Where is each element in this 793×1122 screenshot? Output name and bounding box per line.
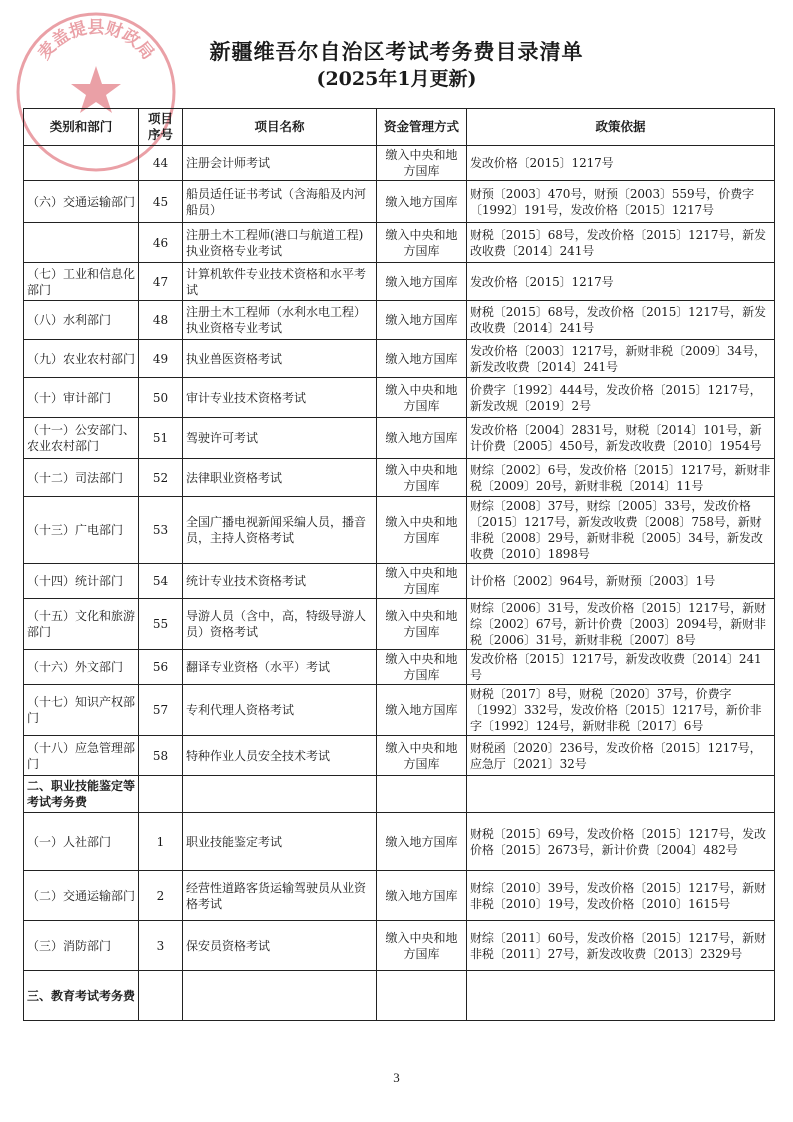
- table-row: [24, 301, 775, 340]
- policy-basis-cell: 发改价格〔2015〕1217号，新发改收费〔2014〕241号: [467, 650, 775, 685]
- category-cell: [24, 146, 139, 181]
- item-no-cell: 52: [139, 459, 183, 497]
- category-cell: 二、职业技能鉴定等考试考务费: [24, 776, 139, 813]
- item-name-cell: 特种作业人员安全技术考试: [183, 736, 377, 776]
- fund-management-cell: 缴入地方国库: [377, 418, 467, 459]
- fund-management-cell: 缴入地方国库: [377, 263, 467, 301]
- policy-basis-cell: 财综〔2010〕39号，发改价格〔2015〕1217号，新财非税〔2010〕19号，发改价格〔2010〕1615号: [467, 871, 775, 921]
- item-no-cell: 2: [139, 871, 183, 921]
- header-category: 类别和部门: [24, 109, 139, 146]
- category-cell: 三、教育考试考务费: [24, 971, 139, 1021]
- item-no-cell: 54: [139, 564, 183, 599]
- document-subtitle: (2025年1月更新): [316, 68, 477, 90]
- item-no-cell: 44: [139, 146, 183, 181]
- category-cell: （一）人社部门: [24, 813, 139, 871]
- category-cell: （十）审计部门: [24, 378, 139, 418]
- item-name-cell: [183, 971, 377, 1021]
- item-no-cell: 46: [139, 223, 183, 263]
- item-name-cell: 执业兽医资格考试: [183, 340, 377, 378]
- item-no-cell: 3: [139, 921, 183, 971]
- table-row: [24, 340, 775, 378]
- item-name-cell: 全国广播电视新闻采编人员，播音员，主持人资格考试: [183, 497, 377, 564]
- item-name-cell: [183, 776, 377, 813]
- fee-catalog-table: [23, 108, 775, 1021]
- policy-basis-cell: [467, 971, 775, 1021]
- item-name-cell: 翻译专业资格（水平）考试: [183, 650, 377, 685]
- item-no-cell: 1: [139, 813, 183, 871]
- item-name-cell: 驾驶许可考试: [183, 418, 377, 459]
- item-name-cell: 统计专业技术资格考试: [183, 564, 377, 599]
- category-cell: （十三）广电部门: [24, 497, 139, 564]
- policy-basis-cell: 财综〔2002〕6号，发改价格〔2015〕1217号，新财非税〔2009〕20号，新财非税〔2014〕11号: [467, 459, 775, 497]
- policy-basis-cell: 财税〔2015〕68号，发改价格〔2015〕1217号，新发改收费〔2014〕241号: [467, 223, 775, 263]
- item-name-cell: 法律职业资格考试: [183, 459, 377, 497]
- item-no-cell: 47: [139, 263, 183, 301]
- table-row: [24, 685, 775, 736]
- table-row: [24, 564, 775, 599]
- policy-basis-cell: 财税〔2015〕68号，发改价格〔2015〕1217号，新发改收费〔2014〕241号: [467, 301, 775, 340]
- item-no-cell: [139, 776, 183, 813]
- category-cell: （十二）司法部门: [24, 459, 139, 497]
- table-row: [24, 736, 775, 776]
- item-no-cell: 49: [139, 340, 183, 378]
- fund-management-cell: 缴入地方国库: [377, 685, 467, 736]
- category-cell: （十一）公安部门、农业农村部门: [24, 418, 139, 459]
- fund-management-cell: 缴入中央和地方国库: [377, 378, 467, 418]
- header-item-name: 项目名称: [183, 109, 377, 146]
- fund-management-cell: 缴入中央和地方国库: [377, 564, 467, 599]
- policy-basis-cell: 价费字〔1992〕444号，发改价格〔2015〕1217号，新发改规〔2019〕2号: [467, 378, 775, 418]
- header-policy-basis: 政策依据: [467, 109, 775, 146]
- table-row: [24, 378, 775, 418]
- table-row: [24, 871, 775, 921]
- item-no-cell: 48: [139, 301, 183, 340]
- category-cell: （三）消防部门: [24, 921, 139, 971]
- item-no-cell: 45: [139, 181, 183, 223]
- fund-management-cell: 缴入地方国库: [377, 301, 467, 340]
- item-no-cell: [139, 971, 183, 1021]
- header-fund-management: 资金管理方式: [377, 109, 467, 146]
- page-number: 3: [393, 1070, 400, 1085]
- category-cell: （十七）知识产权部门: [24, 685, 139, 736]
- fund-management-cell: 缴入地方国库: [377, 871, 467, 921]
- policy-basis-cell: 发改价格〔2004〕2831号，财税〔2014〕101号，新计价费〔2005〕450号，新发改收费〔2010〕1954号: [467, 418, 775, 459]
- table-row: [24, 971, 775, 1021]
- fund-management-cell: 缴入中央和地方国库: [377, 223, 467, 263]
- document-title: 新疆维吾尔自治区考试考务费目录清单: [209, 39, 584, 64]
- category-cell: （九）农业农村部门: [24, 340, 139, 378]
- category-cell: （六）交通运输部门: [24, 181, 139, 223]
- table-row: [24, 418, 775, 459]
- category-cell: （八）水利部门: [24, 301, 139, 340]
- item-no-cell: 58: [139, 736, 183, 776]
- fund-management-cell: 缴入地方国库: [377, 340, 467, 378]
- fund-management-cell: 缴入地方国库: [377, 181, 467, 223]
- table-row: [24, 223, 775, 263]
- category-cell: （十四）统计部门: [24, 564, 139, 599]
- item-name-cell: 职业技能鉴定考试: [183, 813, 377, 871]
- fund-management-cell: 缴入中央和地方国库: [377, 146, 467, 181]
- fund-management-cell: 缴入地方国库: [377, 813, 467, 871]
- category-cell: [24, 223, 139, 263]
- category-cell: （十五）文化和旅游部门: [24, 599, 139, 650]
- item-name-cell: 保安员资格考试: [183, 921, 377, 971]
- table-row: [24, 813, 775, 871]
- policy-basis-cell: 财税〔2015〕69号，发改价格〔2015〕1217号，发改价格〔2015〕2673号，新计价费〔2004〕482号: [467, 813, 775, 871]
- table-row: [24, 650, 775, 685]
- table-row: [24, 776, 775, 813]
- table-row: [24, 263, 775, 301]
- item-name-cell: 经营性道路客货运输驾驶员从业资格考试: [183, 871, 377, 921]
- category-cell: （七）工业和信息化部门: [24, 263, 139, 301]
- policy-basis-cell: 发改价格〔2015〕1217号: [467, 263, 775, 301]
- header-item-no: 项目序号: [139, 109, 183, 146]
- policy-basis-cell: 财税函〔2020〕236号，发改价格〔2015〕1217号，应急厅〔2021〕32号: [467, 736, 775, 776]
- category-cell: （十八）应急管理部门: [24, 736, 139, 776]
- fund-management-cell: 缴入中央和地方国库: [377, 459, 467, 497]
- table-row: [24, 497, 775, 564]
- item-no-cell: 57: [139, 685, 183, 736]
- fund-management-cell: 缴入中央和地方国库: [377, 650, 467, 685]
- policy-basis-cell: 财税〔2017〕8号，财税〔2020〕37号，价费字〔1992〕332号，发改价格〔2015〕1217号，新价非字〔1992〕124号，新财非税〔2017〕6号: [467, 685, 775, 736]
- item-no-cell: 53: [139, 497, 183, 564]
- item-no-cell: 56: [139, 650, 183, 685]
- table-row: [24, 599, 775, 650]
- item-name-cell: 船员适任证书考试（含海船及内河船员）: [183, 181, 377, 223]
- item-name-cell: 专利代理人资格考试: [183, 685, 377, 736]
- policy-basis-cell: 发改价格〔2015〕1217号: [467, 146, 775, 181]
- item-no-cell: 50: [139, 378, 183, 418]
- table-row: [24, 181, 775, 223]
- fund-management-cell: 缴入中央和地方国库: [377, 497, 467, 564]
- table-header-row: [24, 109, 775, 146]
- policy-basis-cell: 财综〔2006〕31号，发改价格〔2015〕1217号，新财综〔2002〕67号，新计价费〔2003〕2094号，新财非税〔2006〕31号，新财非税〔2007〕8号: [467, 599, 775, 650]
- item-name-cell: 注册会计师考试: [183, 146, 377, 181]
- fund-management-cell: 缴入中央和地方国库: [377, 599, 467, 650]
- fund-management-cell: [377, 971, 467, 1021]
- policy-basis-cell: 财综〔2011〕60号，发改价格〔2015〕1217号，新财非税〔2011〕27号，新发改收费〔2013〕2329号: [467, 921, 775, 971]
- item-name-cell: 注册土木工程师(港口与航道工程)执业资格专业考试: [183, 223, 377, 263]
- item-name-cell: 计算机软件专业技术资格和水平考试: [183, 263, 377, 301]
- category-cell: （十六）外文部门: [24, 650, 139, 685]
- policy-basis-cell: 计价格〔2002〕964号，新财预〔2003〕1号: [467, 564, 775, 599]
- title-block: [0, 38, 793, 92]
- policy-basis-cell: 财综〔2008〕37号，财综〔2005〕33号，发改价格〔2015〕1217号，新发改收费〔2008〕758号，新财非税〔2008〕29号，新财非税〔2005〕34号，新发改收费〔2010〕1898号: [467, 497, 775, 564]
- item-no-cell: 55: [139, 599, 183, 650]
- table-row: [24, 921, 775, 971]
- category-cell: （二）交通运输部门: [24, 871, 139, 921]
- item-name-cell: 导游人员（含中，高，特级导游人员）资格考试: [183, 599, 377, 650]
- policy-basis-cell: 发改价格〔2003〕1217号，新财非税〔2009〕34号，新发改收费〔2014〕241号: [467, 340, 775, 378]
- item-name-cell: 审计专业技术资格考试: [183, 378, 377, 418]
- fund-management-cell: [377, 776, 467, 813]
- item-name-cell: 注册土木工程师（水利水电工程）执业资格专业考试: [183, 301, 377, 340]
- policy-basis-cell: [467, 776, 775, 813]
- policy-basis-cell: 财预〔2003〕470号，财预〔2003〕559号，价费字〔1992〕191号，发改价格〔2015〕1217号: [467, 181, 775, 223]
- fund-management-cell: 缴入中央和地方国库: [377, 921, 467, 971]
- table-row: [24, 459, 775, 497]
- item-no-cell: 51: [139, 418, 183, 459]
- table-row: [24, 146, 775, 181]
- svg-text:麦盖提县财政局: 麦盖提县财政局: [34, 17, 158, 64]
- fund-management-cell: 缴入中央和地方国库: [377, 736, 467, 776]
